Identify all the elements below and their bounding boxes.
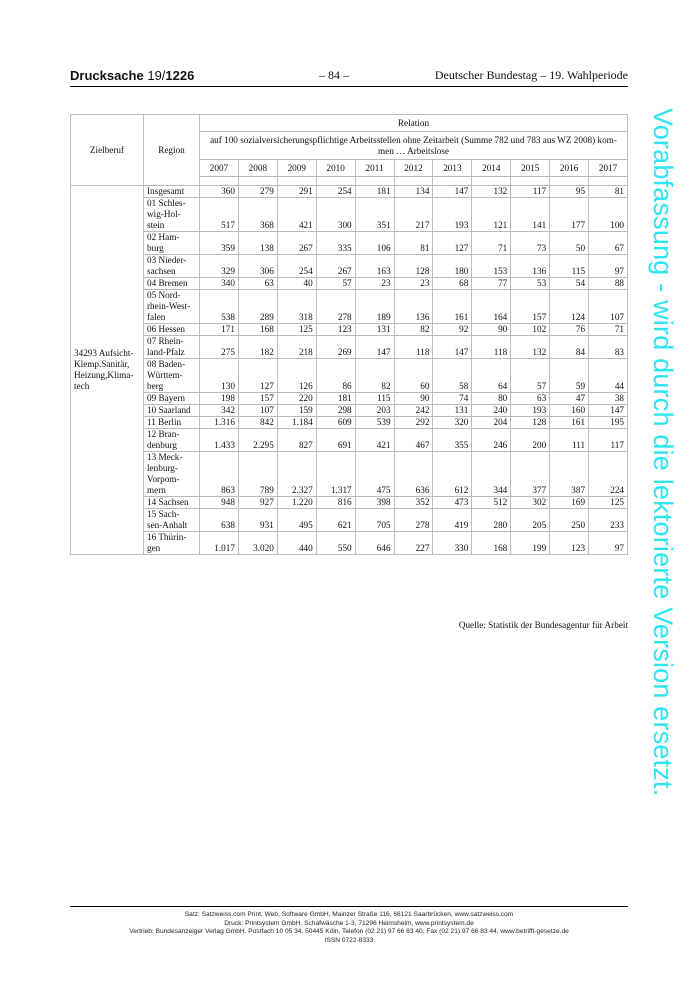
table-row (71, 509, 628, 532)
value-cell: 95 (550, 186, 589, 198)
value-cell: 83 (589, 336, 628, 359)
value-cell: 136 (511, 255, 550, 278)
year-header: 2014 (472, 160, 511, 177)
value-cell: 827 (277, 429, 316, 452)
value-cell: 1.317 (316, 452, 355, 497)
value-cell: 368 (238, 198, 277, 232)
value-cell: 539 (355, 417, 394, 429)
value-cell: 1.316 (200, 417, 239, 429)
value-cell: 233 (589, 509, 628, 532)
region-cell: 10 Saarland (144, 405, 200, 417)
value-cell: 377 (511, 452, 550, 497)
value-cell: 842 (238, 417, 277, 429)
value-cell: 134 (394, 186, 433, 198)
year-header: 2015 (511, 160, 550, 177)
year-header: 2013 (433, 160, 472, 177)
value-cell: 181 (316, 393, 355, 405)
value-cell: 23 (355, 278, 394, 290)
value-cell: 269 (316, 336, 355, 359)
spacer-cell (550, 177, 589, 186)
value-cell: 398 (355, 497, 394, 509)
value-cell: 302 (511, 497, 550, 509)
value-cell: 47 (550, 393, 589, 405)
document-id (70, 68, 194, 83)
value-cell: 538 (200, 290, 239, 324)
footer-rule (70, 906, 628, 907)
value-cell: 147 (433, 186, 472, 198)
value-cell: 254 (277, 255, 316, 278)
region-cell: 11 Berlin (144, 417, 200, 429)
region-cell: Insgesamt (144, 186, 200, 198)
value-cell: 124 (550, 290, 589, 324)
spacer-cell (277, 177, 316, 186)
spacer-cell (589, 177, 628, 186)
table-row (71, 532, 628, 555)
value-cell: 71 (472, 232, 511, 255)
table-row (71, 324, 628, 336)
value-cell: 195 (589, 417, 628, 429)
value-cell: 217 (394, 198, 433, 232)
value-cell: 198 (200, 393, 239, 405)
region-cell: 15 Sach- sen-Anhalt (144, 509, 200, 532)
spacer-cell (394, 177, 433, 186)
sub-header-description: auf 100 sozialversicherungspflichtige Arbeitsstellen ohne Zeitarbeit (Summe 782 und 783 aus WZ 2008) kom- men … Arbeitslose (200, 132, 628, 160)
statistics-table (70, 114, 628, 555)
table-row (71, 290, 628, 324)
value-cell: 289 (238, 290, 277, 324)
value-cell: 495 (277, 509, 316, 532)
column-header-region: Region (144, 115, 200, 186)
value-cell: 467 (394, 429, 433, 452)
year-header: 2016 (550, 160, 589, 177)
value-cell: 250 (550, 509, 589, 532)
region-cell: 14 Sachsen (144, 497, 200, 509)
value-cell: 132 (472, 186, 511, 198)
region-cell: 13 Meck- lenburg- Vorpom- mern (144, 452, 200, 497)
value-cell: 1.017 (200, 532, 239, 555)
document-label: Drucksache (70, 68, 144, 83)
value-cell: 330 (433, 532, 472, 555)
value-cell: 298 (316, 405, 355, 417)
value-cell: 102 (511, 324, 550, 336)
value-cell: 157 (238, 393, 277, 405)
value-cell: 360 (200, 186, 239, 198)
value-cell: 218 (277, 336, 316, 359)
value-cell: 421 (355, 429, 394, 452)
value-cell: 205 (511, 509, 550, 532)
year-header: 2009 (277, 160, 316, 177)
value-cell: 300 (316, 198, 355, 232)
value-cell: 278 (316, 290, 355, 324)
table-row (71, 452, 628, 497)
page-header (70, 68, 628, 88)
value-cell: 199 (511, 532, 550, 555)
value-cell: 77 (472, 278, 511, 290)
header-rule (70, 86, 628, 87)
value-cell: 169 (550, 497, 589, 509)
region-cell: 05 Nord- rhein-West- falen (144, 290, 200, 324)
value-cell: 242 (394, 405, 433, 417)
value-cell: 512 (472, 497, 511, 509)
value-cell: 128 (511, 417, 550, 429)
value-cell: 147 (433, 336, 472, 359)
column-header-zielberuf: Zielberuf (71, 115, 144, 186)
spacer-cell (472, 177, 511, 186)
value-cell: 106 (355, 232, 394, 255)
value-cell: 320 (433, 417, 472, 429)
year-header: 2008 (238, 160, 277, 177)
value-cell: 204 (472, 417, 511, 429)
value-cell: 123 (316, 324, 355, 336)
value-cell: 141 (511, 198, 550, 232)
value-cell: 84 (550, 336, 589, 359)
value-cell: 2.295 (238, 429, 277, 452)
value-cell: 130 (200, 359, 239, 393)
year-header: 2011 (355, 160, 394, 177)
value-cell: 63 (511, 393, 550, 405)
value-cell: 440 (277, 532, 316, 555)
table-row (71, 405, 628, 417)
value-cell: 342 (200, 405, 239, 417)
value-cell: 90 (394, 393, 433, 405)
value-cell: 81 (394, 232, 433, 255)
value-cell: 125 (277, 324, 316, 336)
value-cell: 359 (200, 232, 239, 255)
value-cell: 517 (200, 198, 239, 232)
value-cell: 121 (472, 198, 511, 232)
table-row (71, 336, 628, 359)
value-cell: 123 (550, 532, 589, 555)
value-cell: 131 (355, 324, 394, 336)
value-cell: 161 (550, 417, 589, 429)
value-cell: 23 (394, 278, 433, 290)
value-cell: 73 (511, 232, 550, 255)
value-cell: 1.220 (277, 497, 316, 509)
value-cell: 203 (355, 405, 394, 417)
value-cell: 612 (433, 452, 472, 497)
value-cell: 180 (433, 255, 472, 278)
table-row (71, 417, 628, 429)
value-cell: 64 (472, 359, 511, 393)
value-cell: 117 (511, 186, 550, 198)
value-cell: 71 (589, 324, 628, 336)
footer-printing: Druck: Printsystem GmbH, Schafwäsche 1-3, 71296 Heimsheim, www.printsystem.de (224, 919, 474, 927)
value-cell: 157 (511, 290, 550, 324)
value-cell: 107 (238, 405, 277, 417)
spacer-cell (433, 177, 472, 186)
table-row (71, 278, 628, 290)
value-cell: 2.327 (277, 452, 316, 497)
value-cell: 691 (316, 429, 355, 452)
value-cell: 220 (277, 393, 316, 405)
value-cell: 86 (316, 359, 355, 393)
value-cell: 50 (550, 232, 589, 255)
value-cell: 153 (472, 255, 511, 278)
value-cell: 816 (316, 497, 355, 509)
value-cell: 125 (589, 497, 628, 509)
value-cell: 67 (589, 232, 628, 255)
table-row (71, 359, 628, 393)
value-cell: 164 (472, 290, 511, 324)
value-cell: 193 (433, 198, 472, 232)
value-cell: 44 (589, 359, 628, 393)
region-cell: 01 Schles- wig-Hol- stein (144, 198, 200, 232)
value-cell: 168 (472, 532, 511, 555)
value-cell: 115 (355, 393, 394, 405)
value-cell: 182 (238, 336, 277, 359)
value-cell: 292 (394, 417, 433, 429)
value-cell: 344 (472, 452, 511, 497)
value-cell: 351 (355, 198, 394, 232)
value-cell: 387 (550, 452, 589, 497)
year-header: 2007 (200, 160, 239, 177)
value-cell: 267 (277, 232, 316, 255)
value-cell: 132 (511, 336, 550, 359)
region-cell: 02 Ham- burg (144, 232, 200, 255)
table-row (71, 255, 628, 278)
value-cell: 646 (355, 532, 394, 555)
value-cell: 82 (394, 324, 433, 336)
value-cell: 475 (355, 452, 394, 497)
value-cell: 421 (277, 198, 316, 232)
value-cell: 82 (355, 359, 394, 393)
value-cell: 278 (394, 509, 433, 532)
value-cell: 159 (277, 405, 316, 417)
value-cell: 118 (394, 336, 433, 359)
value-cell: 275 (200, 336, 239, 359)
spacer-cell (355, 177, 394, 186)
value-cell: 100 (589, 198, 628, 232)
value-cell: 267 (316, 255, 355, 278)
value-cell: 126 (277, 359, 316, 393)
value-cell: 863 (200, 452, 239, 497)
value-cell: 335 (316, 232, 355, 255)
value-cell: 60 (394, 359, 433, 393)
value-cell: 80 (472, 393, 511, 405)
value-cell: 473 (433, 497, 472, 509)
page-footer (70, 911, 628, 945)
value-cell: 76 (550, 324, 589, 336)
value-cell: 1.184 (277, 417, 316, 429)
value-cell: 948 (200, 497, 239, 509)
value-cell: 53 (511, 278, 550, 290)
value-cell: 59 (550, 359, 589, 393)
value-cell: 74 (433, 393, 472, 405)
value-cell: 227 (394, 532, 433, 555)
value-cell: 200 (511, 429, 550, 452)
value-cell: 193 (511, 405, 550, 417)
value-cell: 128 (394, 255, 433, 278)
value-cell: 115 (550, 255, 589, 278)
value-cell: 107 (589, 290, 628, 324)
value-cell: 246 (472, 429, 511, 452)
value-cell: 136 (394, 290, 433, 324)
value-cell: 224 (589, 452, 628, 497)
value-cell: 97 (589, 532, 628, 555)
value-cell: 638 (200, 509, 239, 532)
year-header: 2017 (589, 160, 628, 177)
value-cell: 306 (238, 255, 277, 278)
value-cell: 147 (355, 336, 394, 359)
value-cell: 57 (511, 359, 550, 393)
value-cell: 38 (589, 393, 628, 405)
watermark-text: Vorabfassung - wird durch die lektorierte Version ersetzt. (648, 108, 678, 797)
value-cell: 111 (550, 429, 589, 452)
value-cell: 355 (433, 429, 472, 452)
region-cell: 06 Hessen (144, 324, 200, 336)
region-cell: 09 Bayern (144, 393, 200, 405)
value-cell: 168 (238, 324, 277, 336)
value-cell: 550 (316, 532, 355, 555)
value-cell: 58 (433, 359, 472, 393)
value-cell: 127 (238, 359, 277, 393)
table-row (71, 198, 628, 232)
value-cell: 40 (277, 278, 316, 290)
group-header-relation: Relation (200, 115, 628, 132)
value-cell: 3.020 (238, 532, 277, 555)
value-cell: 92 (433, 324, 472, 336)
value-cell: 340 (200, 278, 239, 290)
value-cell: 419 (433, 509, 472, 532)
zielberuf-cell: 34293 Aufsicht- Klemp.Sanitär, Heizung,Klima- tech (71, 186, 144, 555)
value-cell: 240 (472, 405, 511, 417)
year-header: 2010 (316, 160, 355, 177)
table-row (71, 186, 628, 198)
value-cell: 636 (394, 452, 433, 497)
value-cell: 147 (589, 405, 628, 417)
spacer-cell (316, 177, 355, 186)
year-header: 2012 (394, 160, 433, 177)
region-cell: 03 Nieder- sachsen (144, 255, 200, 278)
table-row (71, 497, 628, 509)
region-cell: 08 Baden- Württem- berg (144, 359, 200, 393)
region-cell: 04 Bremen (144, 278, 200, 290)
value-cell: 90 (472, 324, 511, 336)
table-row (71, 429, 628, 452)
footer-issn: ISSN 0722-8333 (324, 936, 374, 944)
value-cell: 352 (394, 497, 433, 509)
institution-title: Deutscher Bundestag – 19. Wahlperiode (434, 68, 628, 82)
spacer-cell (511, 177, 550, 186)
footer-typesetting: Satz: Satzweiss.com Print, Web, Software GmbH, Mainzer Straße 116, 66121 Saarbrücken, www.satzweiss.com (184, 911, 514, 918)
table-row (71, 232, 628, 255)
value-cell: 329 (200, 255, 239, 278)
value-cell: 68 (433, 278, 472, 290)
value-cell: 63 (238, 278, 277, 290)
value-cell: 181 (355, 186, 394, 198)
value-cell: 254 (316, 186, 355, 198)
value-cell: 131 (433, 405, 472, 417)
value-cell: 705 (355, 509, 394, 532)
region-cell: 07 Rhein- land-Pfalz (144, 336, 200, 359)
value-cell: 280 (472, 509, 511, 532)
value-cell: 609 (316, 417, 355, 429)
region-cell: 16 Thürin- gen (144, 532, 200, 555)
value-cell: 117 (589, 429, 628, 452)
value-cell: 57 (316, 278, 355, 290)
value-cell: 81 (589, 186, 628, 198)
value-cell: 54 (550, 278, 589, 290)
value-cell: 931 (238, 509, 277, 532)
value-cell: 318 (277, 290, 316, 324)
value-cell: 291 (277, 186, 316, 198)
value-cell: 177 (550, 198, 589, 232)
spacer-cell (238, 177, 277, 186)
value-cell: 160 (550, 405, 589, 417)
table-source: Quelle: Statistik der Bundesagentur für Arbeit (458, 620, 628, 630)
value-cell: 789 (238, 452, 277, 497)
value-cell: 1.433 (200, 429, 239, 452)
value-cell: 118 (472, 336, 511, 359)
value-cell: 161 (433, 290, 472, 324)
spacer-cell (200, 177, 239, 186)
value-cell: 279 (238, 186, 277, 198)
value-cell: 927 (238, 497, 277, 509)
value-cell: 171 (200, 324, 239, 336)
page-number: – 84 – (319, 68, 349, 82)
draft-watermark (648, 108, 678, 878)
value-cell: 88 (589, 278, 628, 290)
table-row (71, 393, 628, 405)
value-cell: 189 (355, 290, 394, 324)
document-number: 1226 (165, 68, 195, 83)
document-number-prefix: 19/ (147, 68, 166, 83)
region-cell: 12 Bran- denburg (144, 429, 200, 452)
value-cell: 97 (589, 255, 628, 278)
value-cell: 138 (238, 232, 277, 255)
value-cell: 163 (355, 255, 394, 278)
value-cell: 621 (316, 509, 355, 532)
value-cell: 127 (433, 232, 472, 255)
footer-distribution: Vertrieb: Bundesanzeiger Verlag GmbH, Postfach 10 05 34, 50445 Köln, Telefon (02 21) 97 66 83 40, Fax (02 21) 97 66 83 44, www.betrifft-gesetze.de (129, 928, 569, 936)
